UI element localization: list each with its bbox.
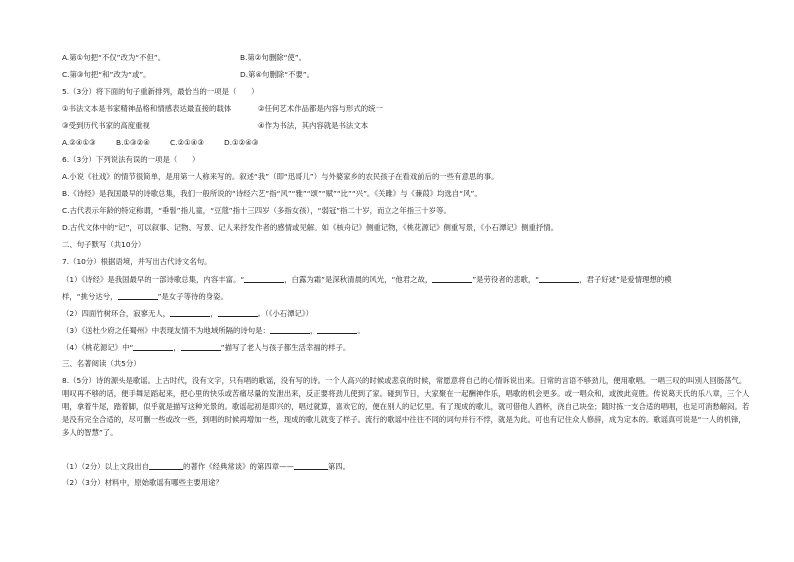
- q7-p4-text-b: ，: [173, 343, 181, 352]
- q8-s1-text-c: 第四。: [327, 462, 351, 471]
- q7-stem: 7.（10分）根据语境，并写出古代诗文名句。: [62, 257, 212, 266]
- q5-item-4: ④作为书法，其内容就是书法文本: [258, 121, 369, 130]
- q7-part-2: [62, 308, 313, 319]
- q4-option-a: A.第①句把“不仅”改为“不但”。: [62, 53, 166, 62]
- q7-part-1-line-2: [62, 291, 228, 302]
- q7-p2-text-a: （2）四面竹树环合，寂寥无人，: [62, 309, 171, 318]
- q5-stem: 5.（3分）将下面的句子重新排列，最恰当的一项是（ ）: [62, 87, 259, 96]
- answer-blank[interactable]: [539, 274, 579, 283]
- q5-item-3: ③受到历代书家的高度重视: [62, 121, 150, 130]
- answer-blank[interactable]: [317, 325, 357, 334]
- q7-part-1-line-1: [62, 274, 672, 285]
- q7-p2-text-c: 。（《小石潭记》）: [257, 309, 314, 318]
- q5-option-b: B.①③②④: [116, 138, 150, 147]
- q7-p2-text-b: ，: [210, 309, 218, 318]
- q8-s1-text-b: 的著作《经典常谈》的第四章——: [183, 462, 294, 471]
- q7-p4-text-a: （4）《桃花源记》中“: [62, 343, 134, 352]
- q7-part-3: [62, 325, 365, 336]
- answer-blank[interactable]: [294, 461, 328, 470]
- answer-blank[interactable]: [270, 325, 310, 334]
- q7-part-4: [62, 342, 350, 353]
- answer-blank[interactable]: [181, 342, 221, 351]
- q8-s1-text-a: （1）（2分）以上文段出自: [62, 462, 150, 471]
- q4-option-c: C.第③句把“和”改为“或”。: [62, 70, 151, 79]
- q7-p3-text-c: 。: [357, 326, 365, 335]
- q4-option-b: B.第②句删除“使”。: [240, 53, 307, 62]
- q7-p1-text-c: ”是劳役者的悲歌，“: [472, 275, 540, 284]
- answer-blank[interactable]: [149, 461, 183, 470]
- q6-option-c: C.古代表示年龄的特定称谓，“垂髫”指儿童，“豆蔻”指十三四岁（多指女孩），“弱冠”指二十岁，而立之年指三十岁等。: [62, 206, 451, 215]
- answer-blank[interactable]: [218, 308, 258, 317]
- section-2-title: 二、句子默写（共10分）: [62, 240, 146, 249]
- answer-blank[interactable]: [133, 342, 173, 351]
- q5-option-d: D.①②④③: [224, 138, 259, 147]
- q7-p1-text-d: ，君子好逑”是爱情理想的模: [579, 275, 672, 284]
- q6-option-b: B.《诗经》是我国最早的诗歌总集，我们一般所说的“诗经六艺”指“风”“雅”“颂”“赋”“比”“兴”。《关雎》与《蒹葭》均选自“风”。: [62, 189, 482, 198]
- q7-p1-text-b: ，白露为霜”是深秋清晨的风光，“他君之故，: [284, 275, 433, 284]
- q6-stem: 6.（3分）下列说法有误的一项是（ ）: [62, 155, 200, 164]
- q7-p1-text-e: 样，“挑兮达兮，: [62, 292, 118, 301]
- q7-p1-text-f: ”是女子等待的身姿。: [157, 292, 228, 301]
- q5-item-1: ①书法文本是书家精神品格和情感表达最直接的载体: [62, 104, 232, 113]
- q8-sub-2: （2）（3分）材料中，原始歌谣有哪些主要用途？: [62, 478, 223, 487]
- q8-passage: 8.（5分）诗的源头是歌谣。上古时代，没有文字，只有唱的歌谣，没有写的诗。一个人高兴的时候或悲哀的时候，常愿意将自己的心情诉说出来。日常的言语不够劲儿，便用歌唱。一唱三叹的叫別人回肠荡气。唱叹再不够的话，便手舞足蹈起来，把心里的快乐或苦痛尽量的发泄出来，反正要将劲儿使到了家。碰到节日，大家聚在一起酬神作乐，唱歌的机会更多。或一唱众和，或彼此竞胜。传说葛天氏的乐八章，三个人唱，拿着牛尾，踏着脚，似乎就是描写这种光景的。歌谣起初是即兴的，唱过就算，喜欢它的，便在别人的记忆里。有了现成的歌儿，就可借他人酒杯，浇自己块垒；随时拣一支合适的唱唱，也足可消愁解闷。若是没有完全合适的，尽可删一些或改一些，到唱的时候再增加一些，现成的歌儿就变了样子。流行的歌谣中往往不同的词句并行不悖，就是为此。可也有记住众人修辞，成为定本的。歌谣真可说是“一人的机锋，多人的智慧”了。: [62, 376, 750, 437]
- q5-item-2: ②任何艺术作品都是内容与形式的统一: [258, 104, 383, 113]
- q5-option-c: C.②①④③: [170, 138, 205, 147]
- q7-p3-text-a: （3）《送杜少府之任蜀州》中表现友情不为地域所隔的诗句是：: [62, 326, 270, 335]
- answer-blank[interactable]: [432, 274, 472, 283]
- q6-option-d: D.古代文体中的“记”，可以叙事、记物、写景、记人来抒发作者的感情或见解。如《核舟记》侧重记物，《桃花源记》侧重写景，《小石潭记》侧重抒情。: [62, 223, 559, 232]
- q7-p4-text-c: ”描写了老人与孩子都生活幸福的样子。: [220, 343, 351, 352]
- answer-blank[interactable]: [244, 274, 284, 283]
- answer-blank[interactable]: [170, 308, 210, 317]
- q7-p1-text-a: （1）《诗经》是我国最早的一部诗歌总集，内容丰富。“: [62, 275, 245, 284]
- answer-blank[interactable]: [118, 291, 158, 300]
- q7-p3-text-b: ，: [309, 326, 318, 335]
- section-3-title: 三、名著阅读（共5分）: [62, 359, 141, 368]
- q4-option-d: D.第④句删除“不要”。: [240, 70, 315, 79]
- q5-option-a: A.②④①③: [62, 138, 96, 147]
- q6-option-a: A.小说《社戏》的情节很简单，是用第一人称来写的。叙述“我”（即“迅哥儿”）与外婆家乡的农民孩子在看戏前后的一些有意思的事。: [62, 172, 499, 181]
- q8-sub-1: [62, 461, 350, 472]
